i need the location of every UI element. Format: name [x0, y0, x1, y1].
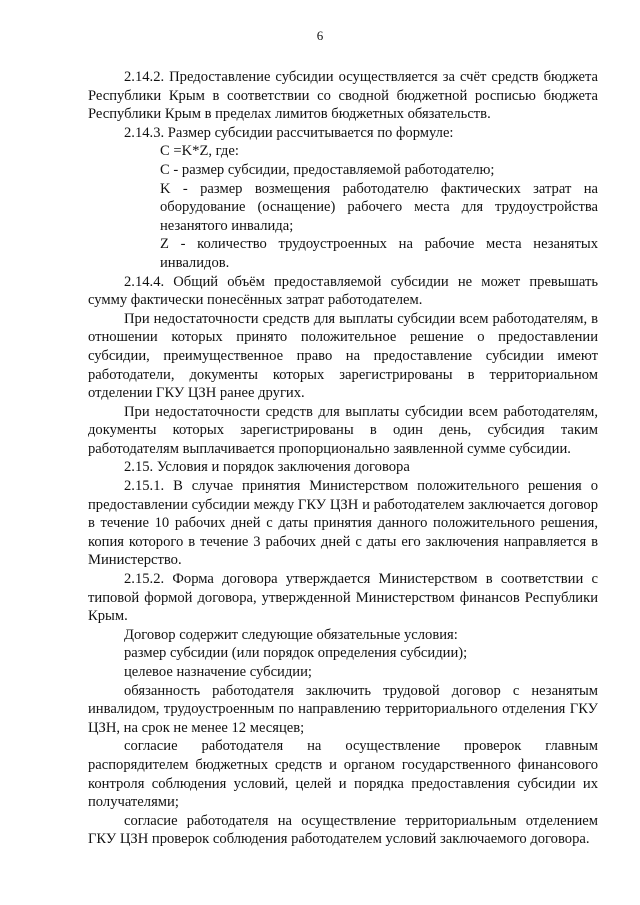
paragraph-2-14-4: 2.14.4. Общий объём предоставляемой субсидии не может превышать сумму фактически понесённых затрат работодателем.	[88, 273, 598, 309]
paragraph-2-14-3: 2.14.3. Размер субсидии рассчитывается по формуле:	[124, 124, 454, 141]
condition-subsidy-size: размер субсидии (или порядок определения субсидии);	[124, 645, 468, 662]
formula-line: С =K*Z, где:	[160, 143, 239, 160]
condition-purpose: целевое назначение субсидии;	[124, 664, 312, 680]
condition-territorial-audit-consent: согласие работодателя на осуществление территориальным отделением ГКУ ЦЗН проверок соблюдения работодателем условий заключаемого договора.	[88, 812, 598, 848]
condition-employment-contract: обязанность работодателя заключить трудовой договор с незанятым инвалидом, трудоустроенным по направлению территориального отделения ГКУ ЦЗН, на срок не менее 12 месяцев;	[88, 682, 598, 736]
paragraph-contract-conditions: Договор содержит следующие обязательные условия:	[124, 626, 458, 643]
formula-def-k: K - размер возмещения работодателю фактических затрат на оборудование (оснащение) рабочего места для трудоустройства незанятого инвалида;	[160, 180, 598, 234]
condition-audit-consent: согласие работодателя на осуществление проверок главным распорядителем бюджетных средств и органом государственного финансового контроля соблюдения условий, целей и порядка предоставления субсидии их получателями;	[88, 738, 598, 811]
document-body	[88, 68, 598, 849]
formula-def-z: Z - количество трудоустроенных на рабочие места незанятых инвалидов.	[160, 236, 598, 271]
page-number: 6	[316, 28, 324, 43]
paragraph-proportional-payment: При недостаточности средств для выплаты субсидии всем работодателям, документы которых зарегистрированы в один день, субсидия таким работодателям выплачивается пропорционально заявленной сумме субсидии.	[88, 403, 598, 457]
section-heading-2-15: 2.15. Условия и порядок заключения договора	[124, 459, 410, 476]
paragraph-2-14-2: 2.14.2. Предоставление субсидии осуществляется за счёт средств бюджета Республики Крым в соответствии со сводной бюджетной росписью бюджета Республики Крым в пределах лимитов бюджетных обязательств.	[88, 69, 598, 123]
paragraph-priority-right: При недостаточности средств для выплаты субсидии всем работодателям, в отношении которых принято положительное решение о предоставлении субсидии, преимущественное право на предоставление субсидии имеют работодатели, документы которых зарегистрированы в территориальном отделении ГКУ ЦЗН ранее других.	[88, 310, 598, 402]
paragraph-2-15-1: 2.15.1. В случае принятия Министерством положительного решения о предоставлении субсидии между ГКУ ЦЗН и работодателем заключается договор в течение 10 рабочих дней с даты принятия данного положительного решения, копия которого в течение 3 рабочих дней с даты его заключения направляется в Министерство.	[88, 478, 598, 569]
paragraph-2-15-2: 2.15.2. Форма договора утверждается Министерством в соответствии с типовой формой договора, утвержденной Министерством финансов Республики Крым.	[88, 571, 598, 625]
formula-def-c: С - размер субсидии, предоставляемой работодателю;	[160, 161, 495, 178]
